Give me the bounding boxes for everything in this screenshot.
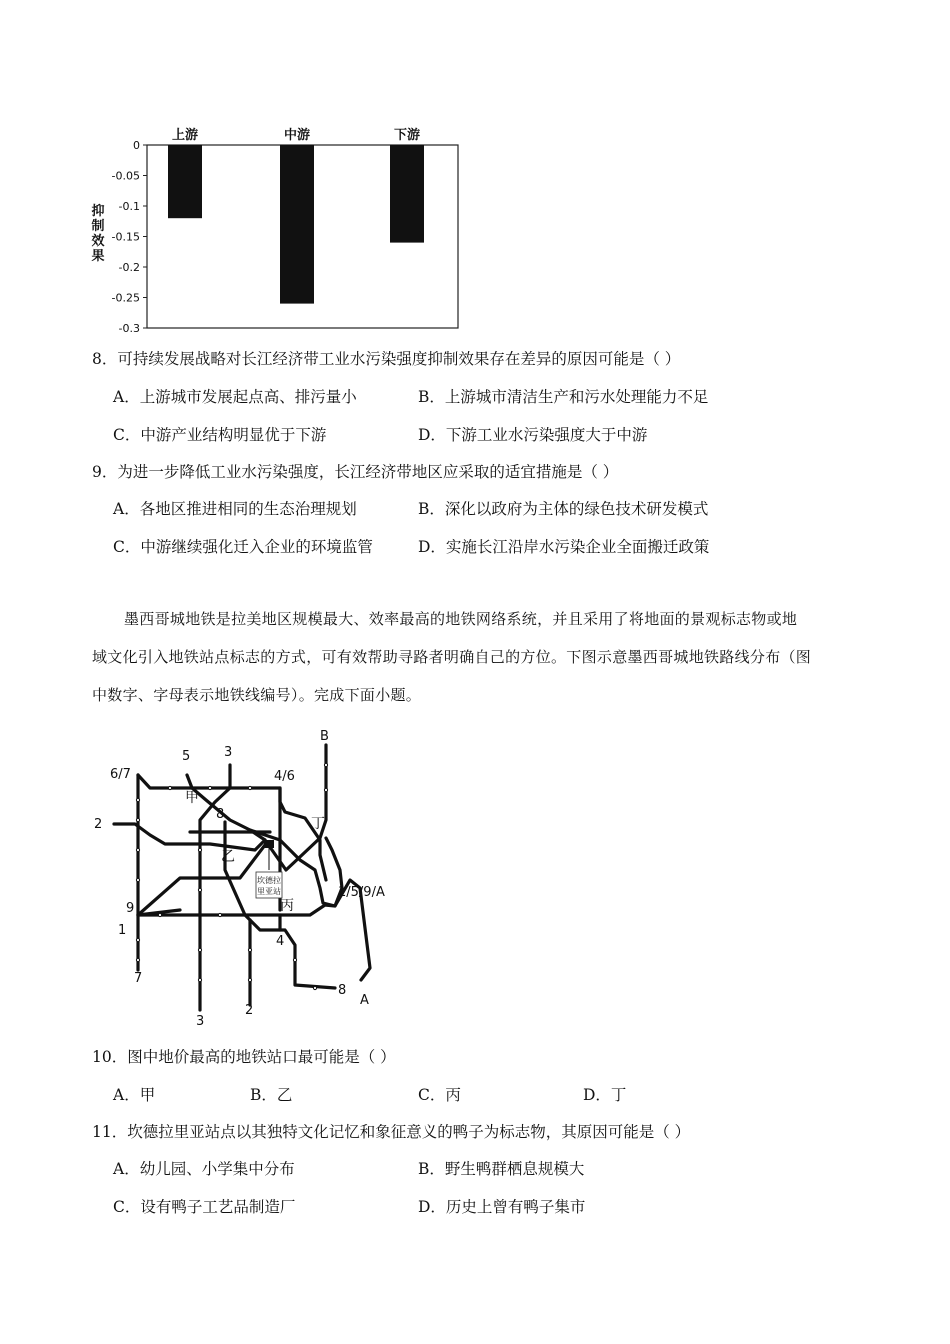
label-line-3-top: 3 <box>224 745 233 760</box>
label-line-46: 4/6 <box>274 769 295 784</box>
metro-line-46 <box>280 788 326 880</box>
y-tick-label: -0.3 <box>118 322 140 335</box>
q10-option-a[interactable]: A．甲 <box>113 1086 156 1104</box>
bar-0 <box>168 145 202 218</box>
place-jia: 甲 <box>185 790 199 806</box>
label-line-7: 7 <box>134 971 143 986</box>
y-tick-label: -0.1 <box>118 200 140 213</box>
station-label-line-2: 里亚站 <box>257 887 281 896</box>
q11-option-a[interactable]: A．幼儿园、小学集中分布 <box>113 1160 295 1178</box>
passage-line-1: 墨西哥城地铁是拉美地区规模最大、效率最高的地铁网络系统，并且采用了将地面的景观标志物或地 <box>124 610 798 628</box>
category-label-2: 下游 <box>393 128 421 143</box>
label-line-8b: 8 <box>338 983 347 998</box>
q11-option-c[interactable]: C．设有鸭子工艺品制造厂 <box>113 1198 296 1216</box>
label-line-67: 6/7 <box>110 767 131 782</box>
label-line-159a: 1/5/9/A <box>338 885 385 900</box>
passage-line-3: 中数字、字母表示地铁线编号）。完成下面小题。 <box>92 686 422 704</box>
q9-stem: 9．为进一步降低工业水污染强度，长江经济带地区应采取的适宜措施是（ ） <box>92 463 619 481</box>
q9-option-c[interactable]: C．中游继续强化迁入企业的环境监管 <box>113 538 373 556</box>
metro-map <box>80 720 400 1030</box>
place-ding: 丁 <box>311 816 325 832</box>
q11-option-b[interactable]: B．野生鸭群栖息规模大 <box>418 1160 585 1178</box>
label-line-2: 2 <box>94 817 103 832</box>
q8-option-c[interactable]: C．中游产业结构明显优于下游 <box>113 426 327 444</box>
place-bing: 丙 <box>280 898 294 914</box>
q10-option-d[interactable]: D．丁 <box>583 1086 627 1104</box>
q8-option-a[interactable]: A．上游城市发展起点高、排污量小 <box>113 388 357 406</box>
y-tick-label: -0.25 <box>111 291 140 305</box>
category-label-1: 中游 <box>283 128 311 143</box>
metro-line-3 <box>200 765 230 1010</box>
place-yi: 乙 <box>221 849 235 865</box>
station-label-line-1: 坎德拉 <box>257 876 281 885</box>
label-line-5: 5 <box>182 749 191 764</box>
category-label-0: 上游 <box>171 128 199 143</box>
label-line-3b: 3 <box>196 1014 205 1029</box>
label-line-2b: 2 <box>245 1003 254 1018</box>
label-line-b: B <box>320 729 329 744</box>
q10-option-b[interactable]: B．乙 <box>250 1086 293 1104</box>
label-line-1: 1 <box>118 923 127 938</box>
bar-chart <box>80 120 480 340</box>
q11-stem: 11．坎德拉里亚站点以其独特文化记忆和象征意义的鸭子为标志物，其原因可能是（ ） <box>92 1123 691 1141</box>
q11-option-d[interactable]: D．历史上曾有鸭子集市 <box>418 1198 586 1216</box>
label-line-8: 8 <box>216 807 225 822</box>
q9-option-a[interactable]: A．各地区推进相同的生态治理规划 <box>113 500 357 518</box>
y-tick-label: 0 <box>133 139 140 152</box>
label-line-4: 4 <box>276 934 285 949</box>
y-tick-label: -0.2 <box>118 261 140 274</box>
q8-stem: 8．可持续发展战略对长江经济带工业水污染强度抑制效果存在差异的原因可能是（ ） <box>92 350 681 368</box>
metro-line-1 <box>138 880 370 980</box>
y-tick-label: -0.05 <box>111 169 140 183</box>
bar-1 <box>280 145 314 304</box>
q8-option-b[interactable]: B．上游城市清洁生产和污水处理能力不足 <box>418 388 709 406</box>
passage-line-2: 域文化引入地铁站点标志的方式，可有效帮助寻路者明确自己的方位。下图示意墨西哥城地铁路线分布（图 <box>92 648 812 666</box>
bar-2 <box>390 145 424 243</box>
q9-option-b[interactable]: B．深化以政府为主体的绿色技术研发模式 <box>418 500 709 518</box>
passage <box>92 600 872 714</box>
q10-option-c[interactable]: C．丙 <box>418 1086 461 1104</box>
station-box <box>264 840 274 848</box>
label-line-a: A <box>360 993 369 1008</box>
label-line-9: 9 <box>126 901 135 916</box>
q8-option-d[interactable]: D．下游工业水污染强度大于中游 <box>418 426 648 444</box>
y-axis-label: 抑制效果 <box>91 204 105 264</box>
q10-stem: 10．图中地价最高的地铁站口最可能是（ ） <box>92 1048 396 1066</box>
y-tick-label: -0.15 <box>111 230 140 244</box>
q9-option-d[interactable]: D．实施长江沿岸水污染企业全面搬迁政策 <box>418 538 710 556</box>
